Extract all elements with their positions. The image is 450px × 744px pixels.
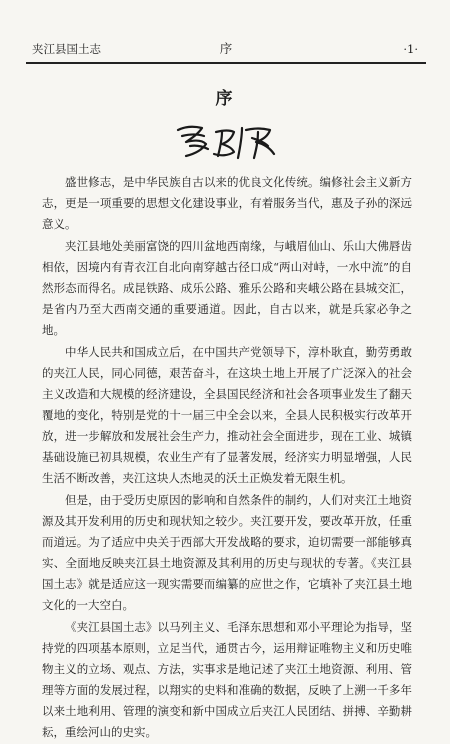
signature-stroke	[218, 132, 222, 156]
paragraph: 夹江县地处美丽富饶的四川盆地西南缘，与峨眉仙山、乐山大佛唇齿相依，因境内有青衣江自北向南穿越古径口成“两山对峙，一水中流”的自然形态而得名。成昆铁路、成乐公路、雅乐公路和夹峨公路在县城交汇，是省内乃至大西南交通的重要通道。因此，自古以来，就是兵家必争之地。	[42, 239, 412, 337]
paragraph: 盛世修志，是中华民族自古以来的优良文化传统。编修社会主义新方志，更是一项重要的思想文化建设事业，有着服务当代，惠及子孙的深远意义。	[42, 175, 412, 231]
signature-stroke	[214, 131, 234, 156]
signature-stroke	[238, 128, 242, 158]
header-book-title: 夹江县国土志	[32, 42, 101, 56]
paragraph: 但是，由于受历史原因的影响和自然条件的制约，人们对夹江土地资源及其开发利用的历史和现状知之较少。夹江要开发，要改革开放，任重而道远。为了适应中央关于西部大开发战略的要求，迫切需要一部能够真实、全面地反映夹江县土地资源及其利用的历史与现状的专著。《夹江县国土志》就是适应这一现实需要而编纂的应世之作，它填补了夹江县土地文化的一大空白。	[42, 493, 412, 612]
signature-stroke	[254, 132, 258, 158]
paragraph: 中华人民共和国成立后，在中国共产党领导下，淳朴耿直，勤劳勇敢的夹江人民，同心同德，艰苦奋斗，在这块土地上开展了广泛深入的社会主义改造和大规模的经济建设，全县国民经济和社会各项事业发生了翻天覆地的变化，特别是党的十一届三中全会以来，全县人民积极实行改革开放，进一步解放和发展社会生产力，推动社会全面进步，现在工业、城镇基础设施已初具规模，农业生产有了显著发展，经济实力明显增强，人民生活不断改善，夹江这块人杰地灵的沃土正焕发着无限生机。	[42, 345, 412, 485]
signature-image	[172, 118, 282, 164]
header-rule	[26, 62, 426, 64]
header-section: 序	[219, 41, 233, 56]
running-header	[30, 40, 422, 58]
page-title: 序	[215, 89, 235, 109]
header-page-number: ·1·	[403, 42, 418, 56]
paragraph: 《夹江县国土志》以马列主义、毛泽东思想和邓小平理论为指导，坚持党的四项基本原则，立足当代，通贯古今，运用辩证唯物主义和历史唯物主义的立场、观点、方法，实事求是地记述了夹江土地资源、利用、管理等方面的发展过程，以翔实的史料和准确的数据，反映了上溯一千多年以来土地利用、管理的演变和新中国成立后夹江人民团结、拼搏、辛勤耕耘，重绘河山的史实。	[42, 620, 412, 739]
signature-stroke	[178, 127, 206, 156]
preface-body	[42, 172, 412, 744]
